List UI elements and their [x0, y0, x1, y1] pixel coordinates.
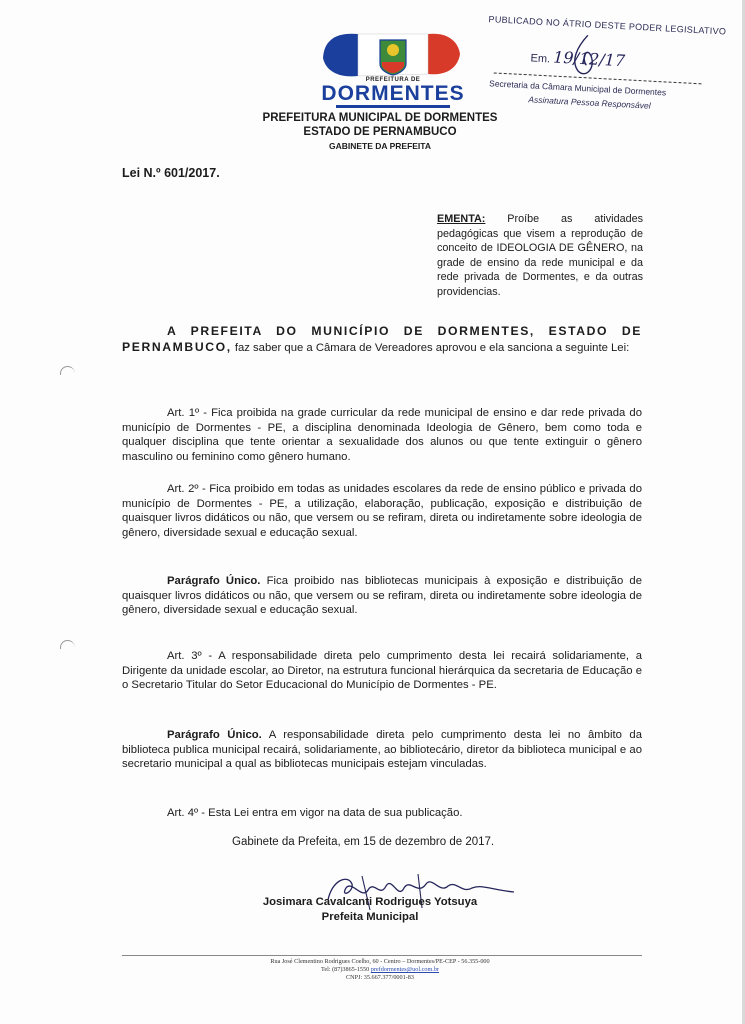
flag-emblem-icon [318, 28, 468, 84]
footer-divider [122, 955, 642, 956]
stamp-title: PUBLICADO NO ÁTRIO DESTE PODER LEGISLATIVO [488, 14, 727, 37]
intro-paragraph [122, 324, 642, 355]
footer-email-link[interactable]: prefdormentes@uol.com.br [370, 966, 439, 973]
ementa-text: Proíbe as atividades pedagógicas que visem a reprodução de conceito de IDEOLOGIA DE GÊNERO, na grade de ensino da rede municipal e da rede privada de Dormentes, e da outras providencias. [437, 213, 643, 298]
article-4: Art. 4º - Esta Lei entra em vigor na data de sua publicação. [167, 807, 463, 819]
stamp-assinatura: Assinatura Pessoa Responsável [528, 94, 651, 111]
header-line1: PREFEITURA MUNICIPAL DE DORMENTES [262, 112, 498, 124]
stamp-handwritten-mark-icon [555, 30, 618, 83]
ementa [437, 212, 643, 299]
article-2: Art. 2º - Fica proibido em todas as unidades escolares da rede de ensino público e privada do município de Dormentes - PE, a utilização, elaboração, publicação, exposição e distribuição de quaisquer livros didáticos ou não, que versem ou se refiram, direta ou indiretamente sobre ideologia de gênero, diversidade sexual e educação sexual. [122, 483, 642, 540]
stamp-date-label: Em. 19/12/17 [530, 47, 626, 71]
paragraph-text: A responsabilidade direta pelo cumprimento desta lei no âmbito da biblioteca publica municipal recairá, solidariamente, ao bibliotecário, diretor da biblioteca municipal e ao secretario municipal a qual as bibliotecas municipais estejam vinculadas. [122, 729, 642, 771]
paragraph-label: Parágrafo Único. [167, 575, 261, 587]
ementa-label: EMENTA: [437, 213, 486, 225]
footer-contact [180, 966, 580, 973]
logo-underline [336, 105, 450, 108]
stamp-date: 19/12/17 [552, 47, 626, 71]
article-1: Art. 1º - Fica proibida na grade curricular da rede municipal de ensino e dar rede privada do município de Dormentes - PE, a disciplina denominada Ideologia de Gênero, bem como toda e qualquer disciplina que tente orientar a sexualidade dos alunos ou que tente extinguir o gênero masculino ou feminino como gênero humano. [122, 407, 642, 464]
punch-hole-mark [60, 640, 75, 649]
signatory-title: Prefeita Municipal [321, 911, 419, 923]
paragraph-unico-2 [122, 728, 642, 772]
intro-caps: A PREFEITA DO MUNICÍPIO DE DORMENTES, ESTADO DE PERNAMBUCO, [122, 324, 642, 354]
article-3: Art. 3º - A responsabilidade direta pelo cumprimento desta lei recairá solidariamente, a Dirigente da unidade escolar, ao Diretor, na estrutura funcional hierárquica da secretaria de Educação e o Secretario Titular do Setor Educacional do Município de Dormentes - PE. [122, 650, 642, 692]
paragraph-label: Parágrafo Único. [167, 729, 262, 741]
footer-address: Rua José Clementino Rodrigues Coelho, 60 - Centro – Dormentes/PE-CEP - 56.355-000 [270, 958, 490, 965]
logo-name: DORMENTES [321, 82, 465, 105]
footer-cnpj: CNPJ: 35.667.377/0001-83 [346, 974, 414, 981]
logo-subtitle: PREFEITURA DE [365, 77, 421, 83]
handwritten-signature-icon [322, 870, 522, 915]
signatory-name: Josimara Cavalcanti Rodrigues Yotsuya [262, 896, 478, 908]
footer-tel: Tel: (87)3865-1550 [321, 966, 371, 973]
law-title: Lei N.º 601/2017. [122, 166, 220, 180]
header-line2: ESTADO DE PERNAMBUCO [303, 126, 457, 138]
publication-stamp [473, 10, 726, 133]
date-line: Gabinete da Prefeita, em 15 de dezembro de 2017. [232, 836, 495, 848]
paragraph-unico-1 [122, 574, 642, 618]
stamp-secretaria: Secretaria da Câmara Municipal de Dormentes [488, 78, 667, 98]
header-line3: GABINETE DA PREFEITA [328, 141, 431, 151]
intro-rest: faz saber que a Câmara de Vereadores aprovou e ela sanciona a seguinte Lei: [231, 341, 630, 354]
paragraph-text: Fica proibido nas bibliotecas municipais à exposição e distribuição de quaisquer livros didáticos ou não, que versem ou se refiram, direta ou indiretamente sobre ideologia de gênero, diversidade sexual e educação sexual. [122, 575, 642, 617]
punch-hole-mark [60, 366, 75, 375]
municipal-logo [318, 28, 468, 108]
stamp-em-label: Em [530, 52, 548, 66]
